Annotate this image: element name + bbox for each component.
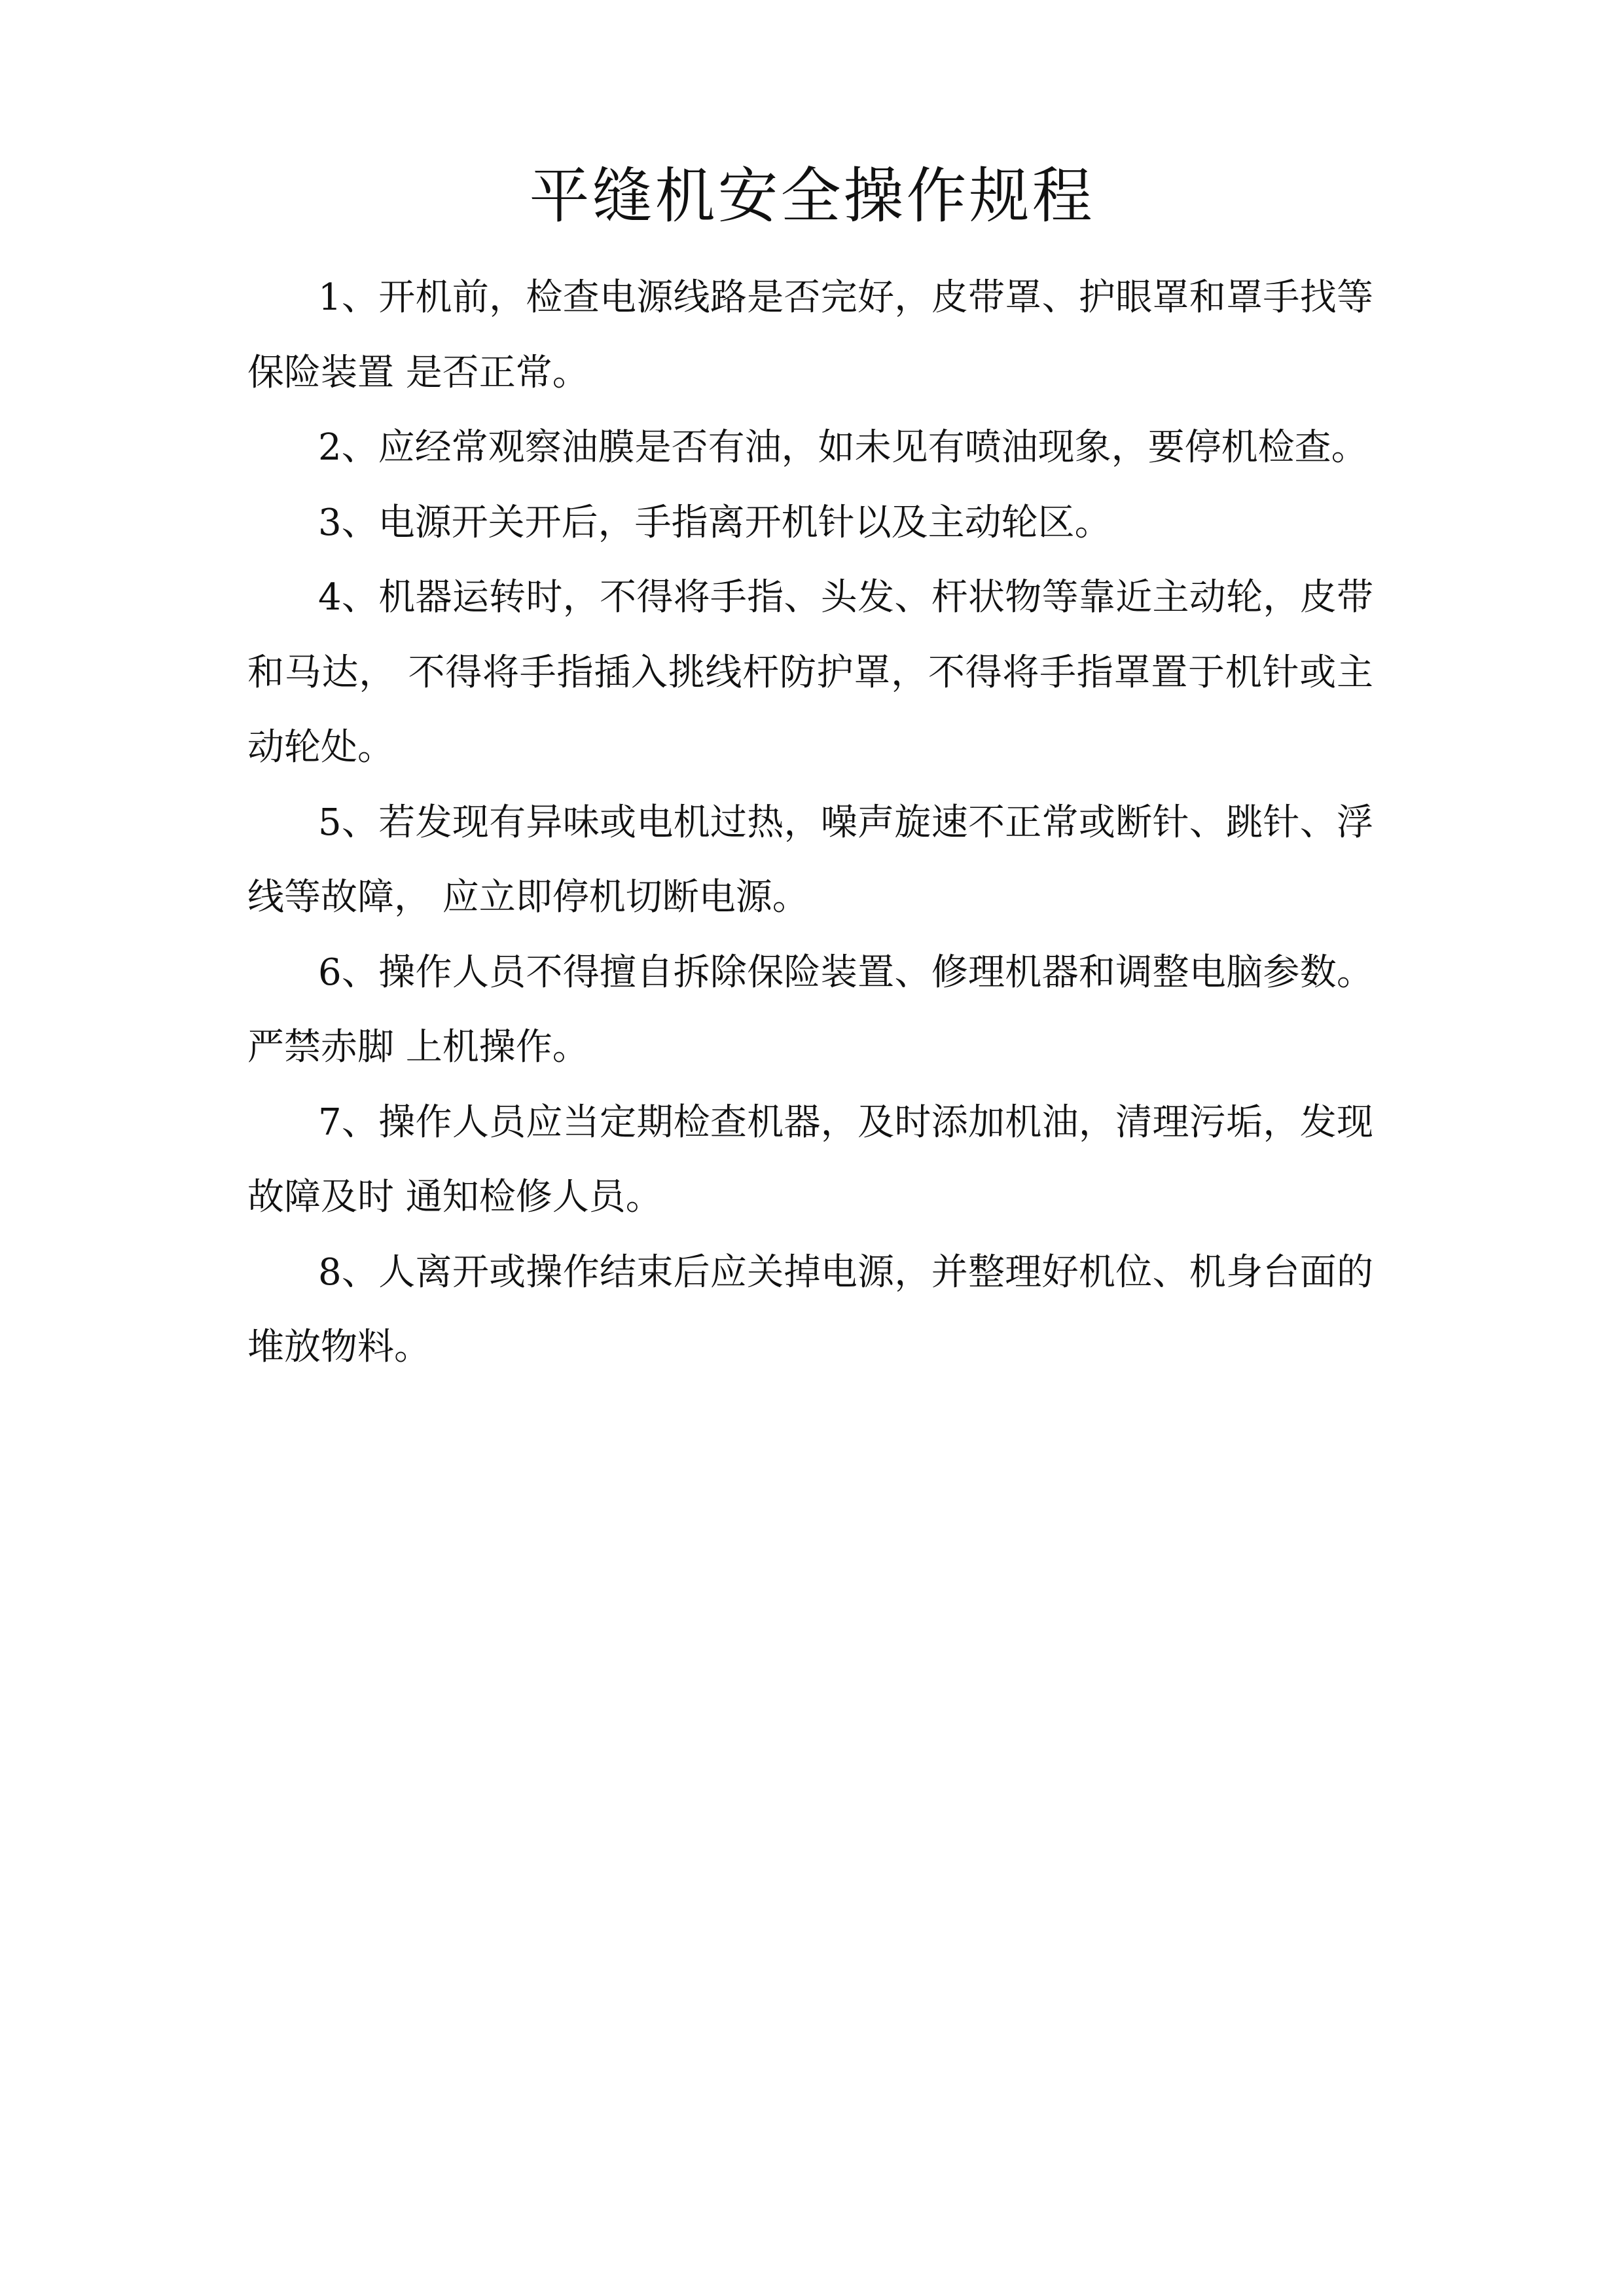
rule-item-6: 6、操作人员不得擅自拆除保险装置、修理机器和调整电脑参数。严禁赤脚 上机操作。 bbox=[247, 951, 1373, 1068]
rule-item-3: 3、电源开关开后，手指离开机针以及主动轮区。 bbox=[318, 501, 1111, 544]
rule-item-7: 7、操作人员应当定期检查机器，及时添加机油，清理污垢，发现故障及时 通知检修人员。 bbox=[247, 1101, 1373, 1218]
rule-item-2: 2、应经常观察油膜是否有油，如未见有喷油现象，要停机检查。 bbox=[318, 426, 1368, 469]
rule-item-1: 1、开机前，检查电源线路是否完好，皮带罩、护眼罩和罩手找等保险装置 是否正常。 bbox=[247, 276, 1373, 394]
safety-rules-list bbox=[247, 261, 1373, 1385]
document-title: 平缝机安全操作规程 bbox=[529, 161, 1095, 231]
rule-item-8: 8、人离开或操作结束后应关掉电源，并整理好机位、机身台面的堆放物料。 bbox=[247, 1250, 1373, 1368]
rule-item-5: 5、若发现有异味或电机过热，噪声旋速不正常或断针、跳针、浮线等故障， 应立即停机切断电源。 bbox=[247, 801, 1373, 919]
rule-item-4: 4、机器运转时，不得将手指、头发、杆状物等靠近主动轮，皮带和马达， 不得将手指插入挑线杆防护罩，不得将手指罩置于机针或主动轮处。 bbox=[247, 576, 1373, 769]
